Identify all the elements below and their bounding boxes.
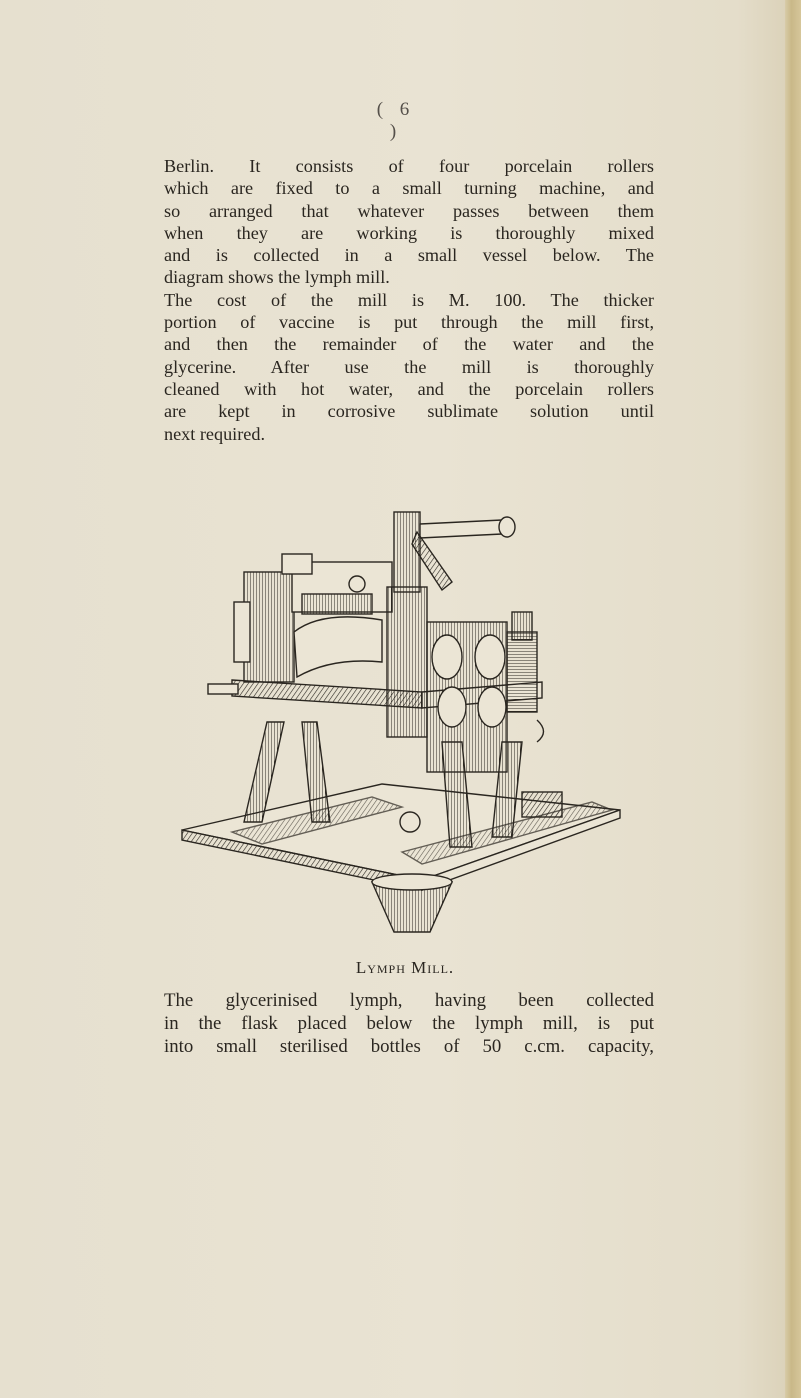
text-line: into small sterilised bottles of 50 c.cm. capacity, [164, 1036, 654, 1057]
text-line: Berlin. It consists of four porcelain rollers [164, 156, 654, 176]
page-edge [785, 0, 801, 1398]
text-line: The cost of the mill is M. 100. The thicker [164, 289, 654, 310]
figure-caption: Lymph Mill. [355, 958, 455, 977]
text-line: in the flask placed below the lymph mill, is put [164, 1013, 654, 1034]
lymph-mill-illustration [172, 492, 622, 947]
text-line: glycerine. After use the mill is thoroughly [164, 356, 654, 377]
text-line: and is collected in a small vessel below. The [164, 245, 654, 266]
paragraph-bottom [164, 989, 654, 1058]
text-line: so arranged that whatever passes between them [164, 200, 654, 221]
text-line: which are fixed to a small turning machine, and [164, 178, 654, 199]
text-line: cleaned with hot water, and the porcelain rollers [164, 378, 654, 399]
text-line: and then the remainder of the water and the [164, 334, 654, 355]
text-line: diagram shows the lymph mill. [164, 267, 390, 288]
text-line: The glycerinised lymph, having been collected [164, 990, 654, 1011]
paragraph-top [164, 155, 654, 445]
text-line: portion of vaccine is put through the mill first, [164, 312, 654, 333]
text-line: are kept in corrosive sublimate solution until [164, 401, 654, 422]
text-line: when they are working is thoroughly mixed [164, 222, 654, 243]
text-line: next required. [164, 423, 265, 444]
page-number: ( 6 ) [376, 99, 416, 142]
